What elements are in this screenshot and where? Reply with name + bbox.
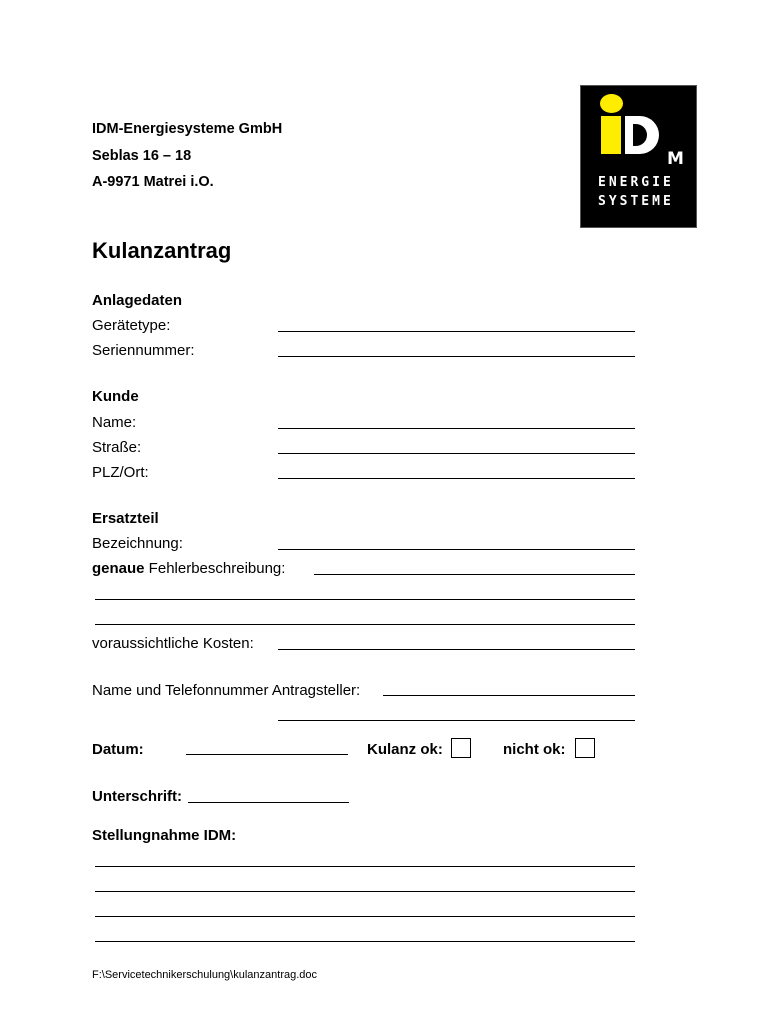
logo-m-letter: M bbox=[667, 149, 684, 169]
field-unterschrift[interactable] bbox=[188, 802, 349, 803]
field-stellungnahme-line-4[interactable] bbox=[95, 941, 635, 942]
label-stellungnahme: Stellungnahme IDM: bbox=[92, 827, 237, 844]
label-fehlerbeschreibung bbox=[92, 560, 285, 577]
company-name: IDM-Energiesysteme GmbH bbox=[92, 121, 283, 137]
label-plz-ort: PLZ/Ort: bbox=[92, 464, 149, 481]
checkbox-kulanz-ok[interactable] bbox=[451, 738, 471, 758]
logo-text-systeme: SYSTEME bbox=[598, 194, 674, 209]
field-fehlerbeschreibung-line-3[interactable] bbox=[95, 624, 635, 625]
field-seriennummer[interactable] bbox=[278, 356, 635, 357]
label-geraetetype: Gerätetype: bbox=[92, 317, 171, 334]
label-strasse: Straße: bbox=[92, 439, 142, 456]
field-fehlerbeschreibung[interactable] bbox=[314, 574, 635, 575]
label-name: Name: bbox=[92, 414, 137, 431]
field-antragsteller[interactable] bbox=[383, 695, 635, 696]
section-kunde: Kunde bbox=[92, 388, 139, 405]
label-kulanz-ok: Kulanz ok: bbox=[367, 741, 443, 758]
footer-filepath: F:\Servicetechnikerschulung\kulanzantrag.doc bbox=[92, 969, 318, 981]
field-antragsteller-line-2[interactable] bbox=[278, 720, 635, 721]
company-street: Seblas 16 – 18 bbox=[92, 148, 192, 164]
label-kosten: voraussichtliche Kosten: bbox=[92, 635, 254, 652]
logo-text-energie: ENERGIE bbox=[598, 175, 674, 190]
field-stellungnahme-line-2[interactable] bbox=[95, 891, 635, 892]
field-fehlerbeschreibung-line-2[interactable] bbox=[95, 599, 635, 600]
section-anlagedaten: Anlagedaten bbox=[92, 292, 183, 309]
label-datum: Datum: bbox=[92, 741, 144, 758]
field-bezeichnung[interactable] bbox=[278, 549, 635, 550]
logo-i-dot bbox=[600, 94, 623, 113]
checkbox-nicht-ok[interactable] bbox=[575, 738, 595, 758]
label-fehler-rest: Fehlerbeschreibung: bbox=[144, 560, 286, 577]
label-unterschrift: Unterschrift: bbox=[92, 788, 183, 805]
idm-logo bbox=[580, 85, 697, 228]
field-kosten[interactable] bbox=[278, 649, 635, 650]
section-ersatzteil: Ersatzteil bbox=[92, 510, 159, 527]
page-title: Kulanzantrag bbox=[92, 238, 232, 263]
label-seriennummer: Seriennummer: bbox=[92, 342, 195, 359]
field-stellungnahme-line-3[interactable] bbox=[95, 916, 635, 917]
field-stellungnahme-line-1[interactable] bbox=[95, 866, 635, 867]
label-nicht-ok: nicht ok: bbox=[503, 741, 566, 758]
company-city: A-9971 Matrei i.O. bbox=[92, 174, 214, 190]
field-strasse[interactable] bbox=[278, 453, 635, 454]
label-fehler-bold: genaue bbox=[92, 560, 145, 577]
field-name[interactable] bbox=[278, 428, 635, 429]
field-plz-ort[interactable] bbox=[278, 478, 635, 479]
logo-d-shape bbox=[625, 116, 659, 154]
label-antragsteller: Name und Telefonnummer Antragsteller: bbox=[92, 682, 361, 699]
label-bezeichnung: Bezeichnung: bbox=[92, 535, 183, 552]
field-geraetetype[interactable] bbox=[278, 331, 635, 332]
field-datum[interactable] bbox=[186, 754, 348, 755]
logo-i-stem bbox=[601, 116, 621, 154]
